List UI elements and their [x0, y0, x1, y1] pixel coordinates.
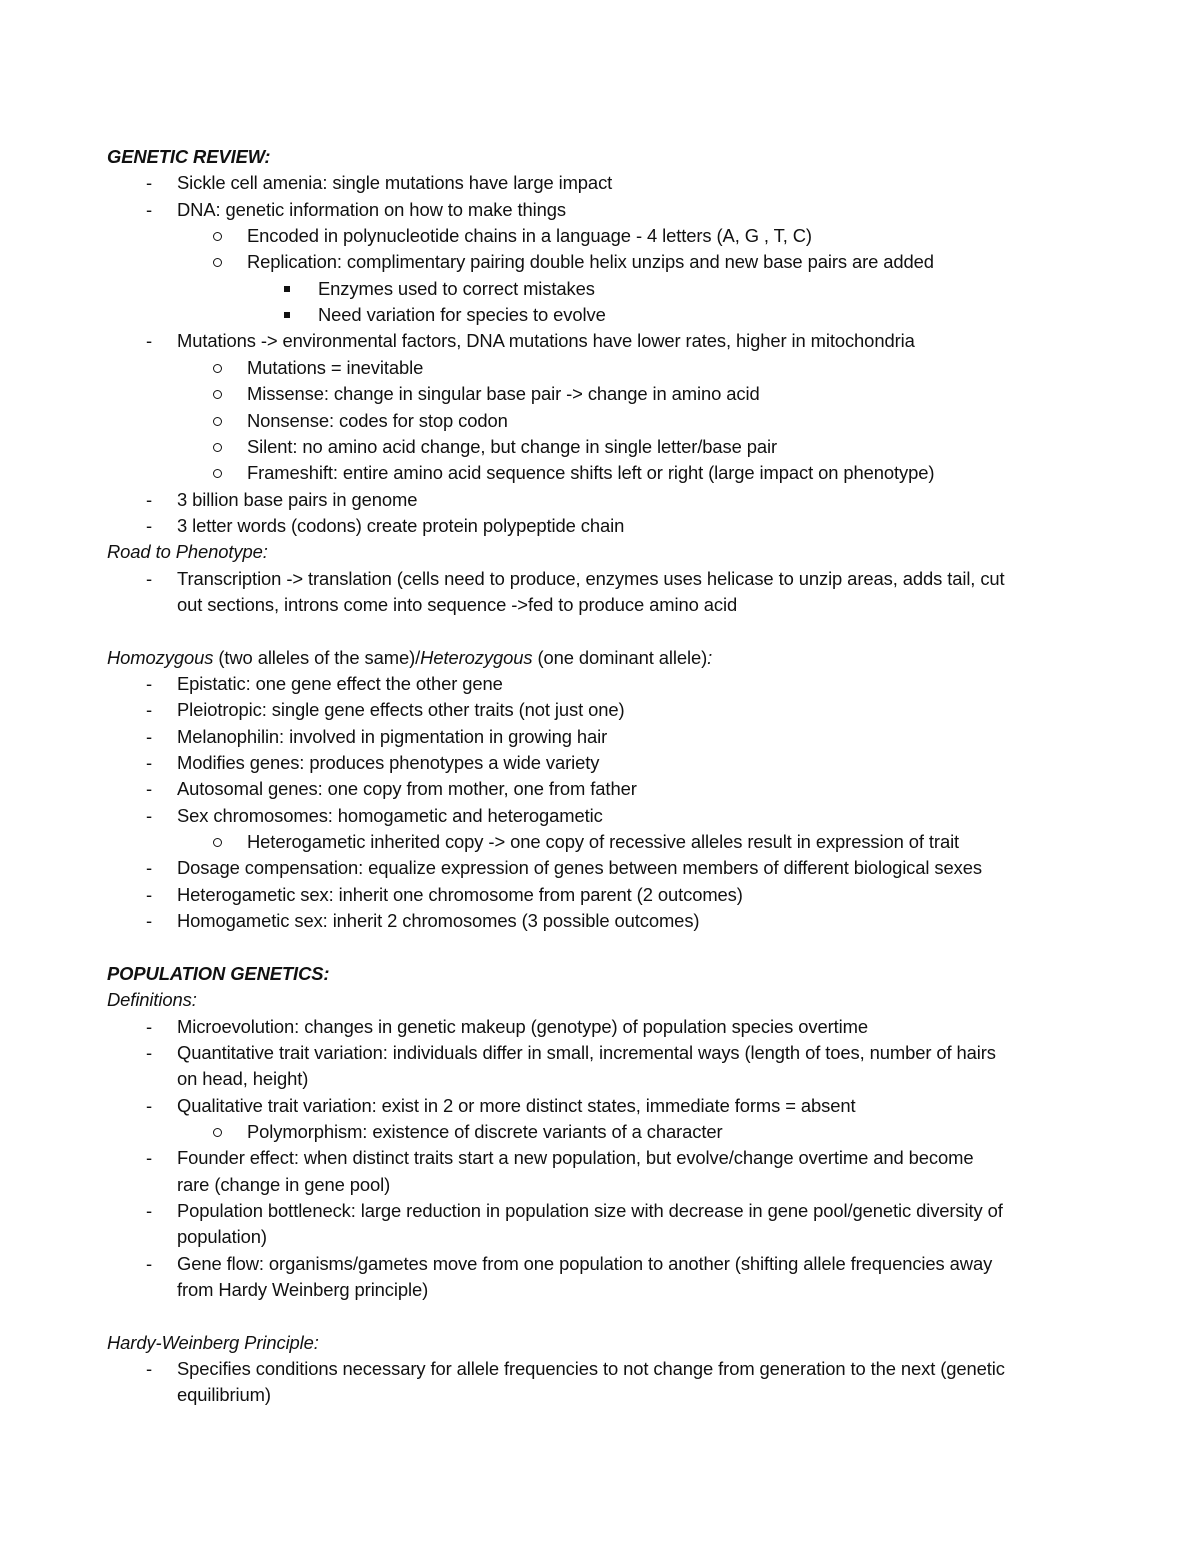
section-subheading: Definitions:: [107, 989, 197, 1011]
dash-bullet: -: [145, 567, 153, 589]
section-subheading: Hardy-Weinberg Principle:: [107, 1331, 319, 1353]
dash-bullet: -: [145, 1147, 153, 1169]
list-item: Missense: change in singular base pair -> change in amino acid: [247, 383, 760, 405]
dash-bullet: -: [145, 752, 153, 774]
list-item: Dosage compensation: equalize expression of genes between members of different biological sexes: [177, 857, 982, 879]
list-item-continuation: out sections, introns come into sequence ->fed to produce amino acid: [177, 593, 738, 615]
dash-bullet: -: [145, 488, 153, 510]
subheading-part: :: [707, 646, 713, 668]
list-item: Mutations = inevitable: [247, 356, 424, 378]
circle-bullet: [213, 838, 222, 847]
list-item: Gene flow: organisms/gametes move from one population to another (shifting allele frequencies away: [177, 1252, 993, 1274]
section-heading: GENETIC REVIEW:: [107, 146, 271, 167]
list-item: Need variation for species to evolve: [318, 304, 606, 326]
dash-bullet: -: [145, 673, 153, 694]
list-item: 3 billion base pairs in genome: [177, 488, 418, 510]
circle-bullet: [213, 258, 222, 267]
dash-bullet: -: [145, 725, 153, 747]
dash-bullet: -: [145, 514, 153, 536]
dash-bullet: -: [145, 1041, 153, 1063]
dash-bullet: -: [145, 699, 153, 721]
circle-bullet: [213, 417, 222, 426]
list-item: Encoded in polynucleotide chains in a language - 4 letters (A, G , T, C): [247, 225, 812, 247]
list-item: Population bottleneck: large reduction in population size with decrease in gene pool/genetic diversity of: [177, 1200, 1003, 1221]
list-item: Nonsense: codes for stop codon: [247, 409, 508, 431]
dash-bullet: -: [145, 857, 153, 879]
list-item: Qualitative trait variation: exist in 2 or more distinct states, immediate forms = absent: [177, 1094, 856, 1116]
subheading-part: Homozygous: [107, 646, 214, 668]
square-bullet: [284, 286, 290, 292]
subheading-part: (one dominant allele): [532, 646, 708, 668]
list-item: Sickle cell amenia: single mutations have large impact: [177, 172, 613, 194]
list-item: Homogametic sex: inherit 2 chromosomes (3 possible outcomes): [177, 910, 700, 932]
dash-bullet: -: [145, 1094, 153, 1116]
list-item-continuation: population): [177, 1226, 267, 1248]
subheading-part: Heterozygous: [420, 646, 533, 668]
list-item: Transcription -> translation (cells need to produce, enzymes uses helicase to unzip areas, adds tail, cut: [177, 567, 1005, 589]
list-item: Heterogametic inherited copy -> one copy of recessive alleles result in expression of trait: [247, 831, 960, 853]
dash-bullet: -: [145, 198, 153, 220]
section-subheading: [107, 645, 712, 671]
list-item: Mutations -> environmental factors, DNA mutations have lower rates, higher in mitochondria: [177, 330, 915, 352]
list-item-continuation: on head, height): [177, 1068, 309, 1090]
section-subheading: Road to Phenotype:: [107, 541, 268, 563]
list-item-continuation: rare (change in gene pool): [177, 1173, 391, 1195]
circle-bullet: [213, 443, 222, 452]
dash-bullet: -: [145, 330, 153, 352]
list-item: Heterogametic sex: inherit one chromosome from parent (2 outcomes): [177, 883, 743, 905]
list-item: Epistatic: one gene effect the other gene: [177, 673, 503, 694]
circle-bullet: [213, 1128, 222, 1137]
list-item-continuation: from Hardy Weinberg principle): [177, 1279, 429, 1301]
list-item: Replication: complimentary pairing double helix unzips and new base pairs are added: [247, 251, 934, 273]
list-item: Quantitative trait variation: individuals differ in small, incremental ways (length of toes, number of hairs: [177, 1041, 996, 1063]
list-item-continuation: equilibrium): [177, 1384, 271, 1406]
list-item: Founder effect: when distinct traits start a new population, but evolve/change overtime and become: [177, 1147, 974, 1169]
circle-bullet: [213, 390, 222, 399]
circle-bullet: [213, 364, 222, 373]
list-item: Frameshift: entire amino acid sequence shifts left or right (large impact on phenotype): [247, 462, 935, 484]
list-item: Silent: no amino acid change, but change in single letter/base pair: [247, 435, 778, 457]
dash-bullet: -: [145, 1358, 153, 1380]
dash-bullet: -: [145, 883, 153, 905]
section-heading: POPULATION GENETICS:: [107, 962, 330, 984]
list-item: Modifies genes: produces phenotypes a wide variety: [177, 752, 600, 774]
dash-bullet: -: [145, 172, 153, 194]
list-item: Microevolution: changes in genetic makeup (genotype) of population species overtime: [177, 1015, 868, 1037]
subheading-part: (two alleles of the same)/: [213, 646, 421, 668]
circle-bullet: [213, 232, 222, 241]
circle-bullet: [213, 469, 222, 478]
dash-bullet: -: [145, 1252, 153, 1274]
list-item: Polymorphism: existence of discrete variants of a character: [247, 1120, 723, 1142]
list-item: Specifies conditions necessary for allele frequencies to not change from generation to the next (genetic: [177, 1358, 1005, 1380]
list-item: Sex chromosomes: homogametic and heterogametic: [177, 804, 603, 826]
dash-bullet: -: [145, 1015, 153, 1037]
dash-bullet: -: [145, 910, 153, 932]
list-item: DNA: genetic information on how to make things: [177, 198, 566, 220]
list-item: Enzymes used to correct mistakes: [318, 277, 595, 299]
dash-bullet: -: [145, 1200, 153, 1221]
list-item: 3 letter words (codons) create protein polypeptide chain: [177, 514, 625, 536]
square-bullet: [284, 312, 290, 318]
list-item: Pleiotropic: single gene effects other traits (not just one): [177, 699, 625, 721]
dash-bullet: -: [145, 778, 153, 800]
list-item: Melanophilin: involved in pigmentation in growing hair: [177, 725, 608, 747]
list-item: Autosomal genes: one copy from mother, one from father: [177, 778, 637, 800]
dash-bullet: -: [145, 804, 153, 826]
